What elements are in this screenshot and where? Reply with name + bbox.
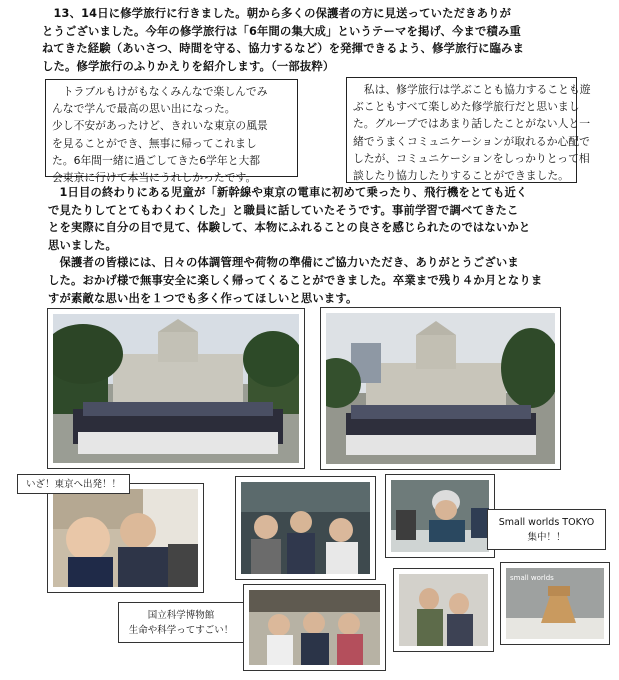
photo-boys-craft	[393, 568, 494, 652]
intro-paragraph	[42, 5, 524, 75]
caption-museum-line2: 生命や科学ってすごい！	[128, 625, 234, 636]
museum-exhibit-photo	[249, 590, 380, 665]
body-line: 1日目の終わりにある児童が「新幹線や東京の電車に初めて乗ったり、飛行機をとても近く	[48, 186, 528, 199]
student-reflection-left	[45, 79, 298, 185]
reflection-line: 談したり協力したりすることができました。	[353, 169, 569, 183]
photo-museum-exhibit	[243, 584, 386, 671]
body-line: で見たりしてとてもわくわくした」と職員に話していたそうです。事前学習で調べてきたこ	[48, 203, 519, 217]
reflection-line: んなで学んで最高の思い出になった。	[52, 102, 236, 116]
body-line: 思いました。	[48, 238, 117, 252]
train-photo	[53, 489, 198, 587]
diet-building-photo-2	[326, 313, 555, 464]
intro-line: とうございました。今年の修学旅行は「6年間の集大成」というテーマを掲げ、今まで積み重	[42, 24, 521, 38]
student-reflection-right	[346, 77, 591, 183]
group-photo-diet-building-1	[47, 308, 305, 469]
museum-group-photo	[241, 482, 370, 574]
reflection-line: を見ることができ、無事に帰ってこれまし	[52, 136, 257, 150]
photo-shinkansen-departure	[47, 483, 204, 593]
reflection-line: トラブルもけがもなくみんなで楽しんでみ	[52, 85, 268, 98]
reflection-line: 会東京に行けて本当にうれしかったです。	[52, 171, 257, 185]
caption-small-worlds-line2: 集中！！	[527, 532, 566, 543]
caption-museum-line1: 国立科学博物館	[147, 610, 215, 621]
reflection-line: 私は、修学旅行は学ぶことも協力することも遊	[353, 83, 591, 96]
caption-small-worlds	[487, 509, 606, 550]
intro-line: ねてきた経験（あいさつ、時間を守る、協力するなど）を発揮できるよう、修学旅行に臨みま	[42, 42, 525, 56]
caption-small-worlds-line1: Small worlds TOKYO	[498, 517, 595, 528]
reflection-line: た。グループではあまり話したことがない人と一	[353, 117, 590, 131]
caption-departure	[17, 474, 130, 494]
wooden-craft-photo	[506, 568, 604, 639]
body-line: とを実際に自分の目で見て、体験して、本物にふれることの良さを感じられたのではないかと	[48, 221, 531, 235]
reflection-line: したが、コミュニケーションをしっかりとって相	[353, 151, 590, 165]
body-line: した。おかげ様で無事安全に楽しく帰ってくることができました。卒業まで残り４か月となりま	[48, 273, 543, 287]
small-worlds-photo	[391, 480, 489, 552]
body-paragraph	[48, 184, 542, 307]
group-photo-diet-building-2	[320, 307, 561, 470]
diet-building-photo-1	[53, 314, 299, 463]
boys-craft-photo	[399, 574, 488, 646]
body-line: 保護者の皆様には、日々の体調管理や荷物の準備にご協力いただき、ありがとうございま	[48, 256, 519, 270]
small-worlds-sign-text: small worlds	[510, 574, 554, 582]
body-line: すが素敵な思い出を１つでも多く作ってほしいと思います。	[48, 291, 358, 305]
caption-museum	[118, 602, 244, 643]
intro-line: 13、14日に修学旅行に行きました。朝から多くの保護者の方に見送っていただきありが	[42, 7, 512, 20]
reflection-line: た。6年間一緒に過ごしてきた6学年と大都	[52, 153, 261, 167]
photo-museum-group	[235, 476, 376, 580]
reflection-line: ぶこともすべて楽しめた修学旅行だと思いまし	[353, 100, 580, 114]
caption-departure-text: いざ！東京へ出発！！	[25, 479, 121, 490]
reflection-line: 緒でうまくコミュニケーションが取れるか心配で	[353, 134, 590, 148]
photo-wooden-craft	[500, 562, 610, 645]
intro-line: した。修学旅行のふりかえりを紹介します。（一部抜粋）	[42, 59, 335, 73]
photo-small-worlds-boys	[385, 474, 495, 558]
reflection-line: 少し不安があったけど、きれいな東京の風景	[52, 119, 268, 133]
